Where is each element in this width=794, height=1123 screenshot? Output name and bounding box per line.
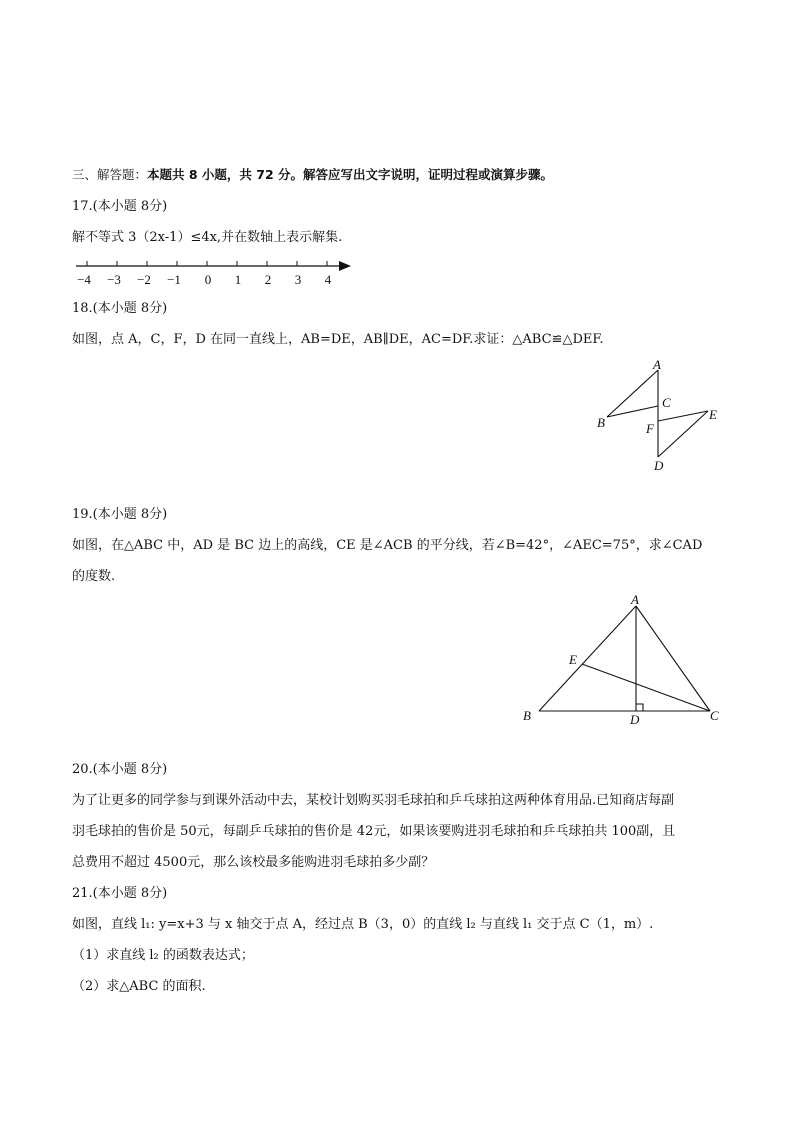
label-B: B [597,415,605,430]
q18-figure [590,355,730,475]
q20-header: 20.(本小题 8分) [72,762,168,777]
tick-label: 1 [234,272,242,287]
label-D: D [630,712,640,727]
tick-label: −1 [167,272,181,287]
q19-header: 19.(本小题 8分) [72,507,168,522]
q19-text-2: 的度数. [72,569,116,584]
q20-line-3: 总费用不超过 4500元，那么该校最多能购进羽毛球拍多少副？ [72,855,435,870]
tick-label: 0 [204,272,212,287]
q19-text-1: 如图，在△ABC 中，AD 是 BC 边上的高线，CE 是∠ACB 的平分线，若∠B=42°，∠AEC=75°，求∠CAD [72,538,703,553]
label-A: A [631,592,639,607]
label-F: F [646,421,654,436]
tick-label: −3 [107,272,121,287]
tick-label: 4 [324,272,332,287]
segment-AB [607,370,658,417]
q18-header: 18.(本小题 8分) [72,301,168,316]
label-E: E [569,652,577,667]
tick-label: 2 [264,272,272,287]
segment-AB [539,606,636,711]
label-C: C [710,708,719,723]
number-line-arrow [339,261,351,271]
label-E: E [709,407,717,422]
bisector-CE [582,664,710,711]
tick-label: 3 [294,272,302,287]
q21-header: 21.(本小题 8分) [72,886,168,901]
q21-part-1: （1）求直线 l₂ 的函数表达式； [72,948,254,963]
q18-text: 如图，点 A，C，F，D 在同一直线上，AB=DE，AB∥DE，AC=DF.求证：△ABC≌△DEF. [72,332,604,347]
q20-line-2: 羽毛球拍的售价是 50元，每副乒乓球拍的售价是 42元，如果该要购进羽毛球拍和乒乓球拍共 100副，且 [72,824,676,839]
number-line-ticks [87,261,327,266]
segment-DE [658,411,708,457]
number-line [68,256,358,290]
tick-label: −2 [137,272,151,287]
q17-text: 解不等式 3（2x-1）≤4x,并在数轴上表示解集. [72,230,343,245]
label-B: B [523,708,531,723]
tick-label: −4 [77,272,91,287]
q20-line-1: 为了让更多的同学参与到课外活动中去，某校计划购买羽毛球拍和乒乓球拍这两种体育用品.已知商店每副 [72,793,675,808]
segment-EF [658,411,708,421]
section-rest: 解答应写出文字说明，证明过程或演算步骤。 [303,167,554,182]
label-D: D [654,458,664,473]
segment-BC [607,406,658,417]
q21-text: 如图，直线 l₁: y=x+3 与 x 轴交于点 A，经过点 B（3，0）的直线 l₂ 与直线 l₁ 交于点 C（1，m）. [72,917,654,932]
label-A: A [653,357,661,372]
section-bold: 本题共 8 小题，共 72 分。 [147,167,304,182]
right-angle-mark [636,704,643,711]
segment-AC [636,606,710,711]
section-heading [72,166,553,184]
q19-figure [515,590,725,730]
q17-header: 17.(本小题 8分) [72,199,168,214]
label-C: C [662,395,671,410]
q21-part-2: （2）求△ABC 的面积. [72,979,206,994]
section-prefix: 三、解答题： [72,167,148,182]
